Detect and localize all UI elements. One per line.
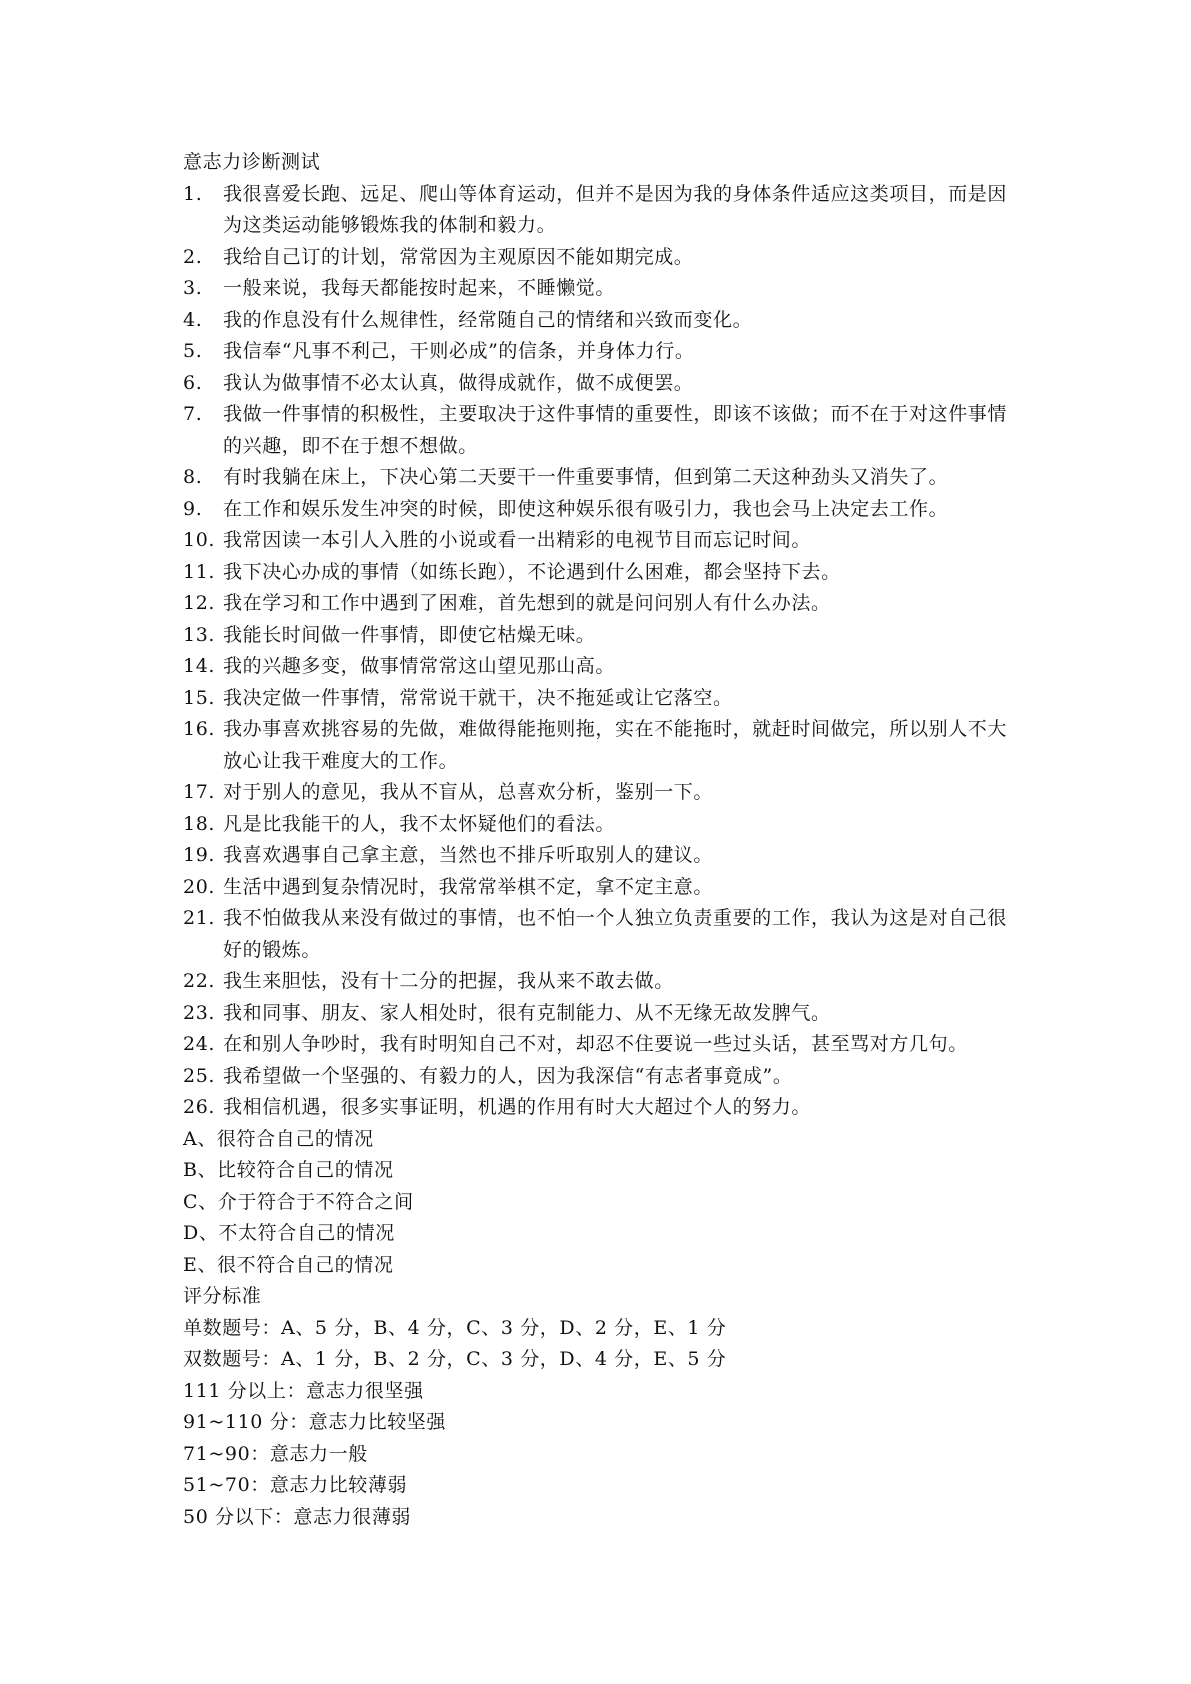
question-number: 26.: [183, 1096, 216, 1118]
question-number: 2.: [183, 245, 203, 268]
question-item: [183, 998, 1023, 1030]
question-item: [183, 557, 1023, 589]
document-title: 意志力诊断测试: [183, 151, 321, 173]
question-item: [183, 714, 1023, 777]
question-number: 24.: [183, 1033, 216, 1055]
question-text: 在工作和娱乐发生冲突的时候，即使这种娱乐很有吸引力，我也会马上决定去工作。: [223, 497, 949, 520]
option-c: C、介于符合于不符合之间: [183, 1190, 414, 1213]
question-item: [183, 305, 1023, 337]
question-number: 9.: [183, 497, 203, 520]
question-number: 8.: [183, 466, 203, 488]
option-b: B、比较符合自己的情况: [183, 1159, 394, 1181]
question-text: 对于别人的意见，我从不盲从，总喜欢分析，鉴别一下。: [223, 781, 714, 803]
question-text: 我信奉“凡事不利己，干则必成”的信条，并身体力行。: [223, 340, 695, 362]
question-item: [183, 651, 1023, 683]
question-text: 我和同事、朋友、家人相处时，很有克制能力、从不无缘无故发脾气。: [223, 1001, 831, 1024]
question-number: 7.: [183, 403, 203, 425]
question-text: 我生来胆怯，没有十二分的把握，我从来不敢去做。: [223, 970, 674, 992]
document-content: [183, 147, 1023, 1533]
score-level: 71~90：意志力一般: [183, 1442, 368, 1465]
question-text: 凡是比我能干的人，我不太怀疑他们的看法。: [223, 812, 616, 835]
score-level: 51~70：意志力比较薄弱: [183, 1474, 408, 1496]
question-item: [183, 494, 1023, 526]
question-item: [183, 777, 1023, 809]
question-number: 15.: [183, 686, 216, 709]
question-item: [183, 462, 1023, 494]
question-number: 6.: [183, 371, 203, 394]
question-text: 一般来说，我每天都能按时起来，不睡懒觉。: [223, 277, 616, 299]
question-number: 11.: [183, 560, 216, 583]
question-text: 我相信机遇，很多实事证明，机遇的作用有时大大超过个人的努力。: [223, 1096, 812, 1118]
question-text: 我不怕做我从来没有做过的事情，也不怕一个人独立负责重要的工作，我认为这是对自己很好的锻炼。: [223, 907, 1008, 961]
question-number: 4.: [183, 308, 203, 331]
question-item: [183, 525, 1023, 557]
question-item: [183, 683, 1023, 715]
question-item: [183, 1029, 1023, 1061]
option-a: A、很符合自己的情况: [183, 1127, 374, 1150]
question-number: 12.: [183, 592, 216, 614]
question-item: [183, 809, 1023, 841]
question-number: 17.: [183, 781, 216, 803]
score-level: 111 分以上：意志力很坚强: [183, 1379, 424, 1402]
scoring-rule-even: 双数题号：A、1 分，B、2 分，C、3 分，D、4 分，E、5 分: [183, 1348, 727, 1370]
question-text: 我认为做事情不必太认真，做得成就作，做不成便罢。: [223, 371, 694, 394]
question-item: [183, 242, 1023, 274]
question-text: 我能长时间做一件事情，即使它枯燥无味。: [223, 623, 596, 646]
question-text: 有时我躺在床上，下决心第二天要干一件重要事情，但到第二天这种劲头又消失了。: [223, 466, 949, 488]
question-text: 我希望做一个坚强的、有毅力的人，因为我深信“有志者事竟成”。: [223, 1064, 793, 1087]
question-number: 18.: [183, 812, 216, 835]
question-text: 我下决心办成的事情（如练长跑），不论遇到什么困难，都会坚持下去。: [223, 560, 841, 583]
question-text: 生活中遇到复杂情况时，我常常举棋不定，拿不定主意。: [223, 875, 714, 898]
question-number: 14.: [183, 655, 216, 677]
question-item: [183, 273, 1023, 305]
question-list: [183, 179, 1023, 1124]
option-d: D、不太符合自己的情况: [183, 1222, 395, 1244]
option-e: E、很不符合自己的情况: [183, 1253, 394, 1276]
question-item: [183, 872, 1023, 904]
question-item: [183, 840, 1023, 872]
question-number: 13.: [183, 623, 216, 646]
question-item: [183, 399, 1023, 462]
question-text: 在和别人争吵时，我有时明知自己不对，却忍不住要说一些过头话，甚至骂对方几句。: [223, 1033, 968, 1055]
question-item: [183, 1061, 1023, 1093]
score-level: 91~110 分：意志力比较坚强: [183, 1411, 447, 1433]
question-item: [183, 179, 1023, 242]
question-item: [183, 588, 1023, 620]
score-level: 50 分以下：意志力很薄弱: [183, 1505, 412, 1528]
question-number: 23.: [183, 1001, 216, 1024]
question-text: 我做一件事情的积极性，主要取决于这件事情的重要性，即该不该做；而不在于对这件事情的兴趣，即不在于想不想做。: [223, 403, 1008, 457]
question-item: [183, 620, 1023, 652]
question-text: 我常因读一本引人入胜的小说或看一出精彩的电视节目而忘记时间。: [223, 529, 812, 551]
question-number: 19.: [183, 844, 216, 866]
question-number: 22.: [183, 970, 216, 992]
question-item: [183, 368, 1023, 400]
question-text: 我给自己订的计划，常常因为主观原因不能如期完成。: [223, 245, 694, 268]
question-number: 3.: [183, 277, 203, 299]
question-number: 21.: [183, 907, 216, 929]
scoring-heading: 评分标准: [183, 1285, 262, 1307]
question-text: 我的兴趣多变，做事情常常这山望见那山高。: [223, 655, 616, 677]
scoring-rule-odd: 单数题号：A、5 分，B、4 分，C、3 分，D、2 分，E、1 分: [183, 1316, 727, 1339]
question-text: 我的作息没有什么规律性，经常随自己的情绪和兴致而变化。: [223, 308, 753, 331]
question-number: 25.: [183, 1064, 216, 1087]
question-text: 我决定做一件事情，常常说干就干，决不拖延或让它落空。: [223, 686, 733, 709]
question-text: 我很喜爱长跑、远足、爬山等体育运动，但并不是因为我的身体条件适应这类项目，而是因为这类运动能够锻炼我的体制和毅力。: [223, 182, 1008, 236]
question-text: 我喜欢遇事自己拿主意，当然也不排斥听取别人的建议。: [223, 844, 714, 866]
question-text: 我在学习和工作中遇到了困难，首先想到的就是问问别人有什么办法。: [223, 592, 831, 614]
question-number: 10.: [183, 529, 216, 551]
question-item: [183, 336, 1023, 368]
question-number: 20.: [183, 875, 216, 898]
question-number: 16.: [183, 718, 216, 740]
question-item: [183, 966, 1023, 998]
question-number: 1.: [183, 182, 203, 205]
question-item: [183, 1092, 1023, 1124]
question-number: 5.: [183, 340, 203, 362]
question-item: [183, 903, 1023, 966]
question-text: 我办事喜欢挑容易的先做，难做得能拖则拖，实在不能拖时，就赶时间做完，所以别人不大放心让我干难度大的工作。: [223, 718, 1008, 772]
